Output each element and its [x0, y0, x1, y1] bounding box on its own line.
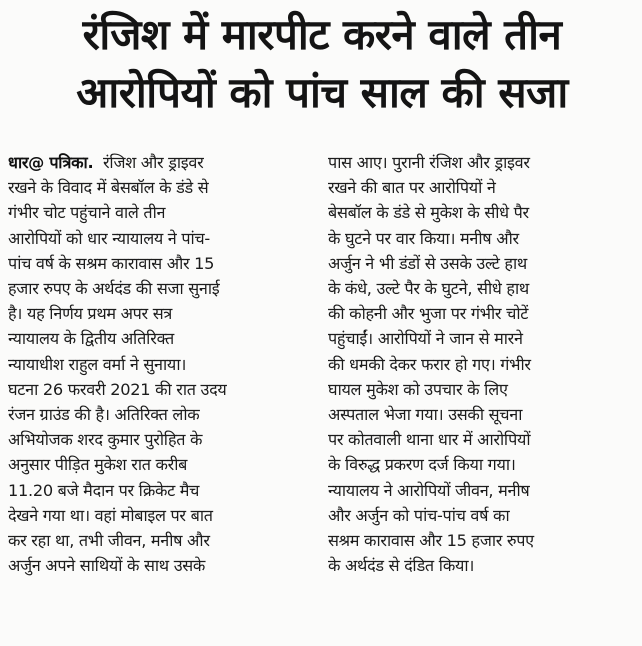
article-line: है। यह निर्णय प्रथम अपर सत्र — [8, 304, 173, 324]
article-line: के घुटने पर वार किया। मनीष और — [328, 228, 519, 248]
article-line: आरोपियों को धार न्यायालय ने पांच- — [8, 228, 210, 248]
article-line: रखने के विवाद में बेसबॉल के डंडे से — [8, 178, 209, 198]
article-line: अस्पताल भेजा गया। उसकी सूचना — [328, 405, 523, 425]
article-line — [8, 150, 314, 175]
article-line-text: रंजिश और ड्राइवर — [103, 153, 204, 172]
dateline: धार@ पत्रिका. — [8, 153, 94, 172]
article-line: 11.20 बजे मैदान पर क्रिकेट मैच — [8, 480, 200, 500]
article-line: घटना 26 फरवरी 2021 की रात उदय — [8, 379, 227, 399]
article-line: सश्रम कारावास और 15 हजार रुपए — [328, 531, 534, 551]
article-line: घायल मुकेश को उपचार के लिए — [328, 379, 508, 399]
article-column-2 — [328, 150, 634, 640]
article-line: की कोहनी और भुजा पर गंभीर चोटें — [328, 304, 529, 324]
article-line: रंजन ग्राउंड की है। अतिरिक्त लोक — [8, 405, 200, 425]
article-line: देखने गया था। वहां मोबाइल पर बात — [8, 505, 213, 525]
article-line: पांच वर्ष के सश्रम कारावास और 15 — [8, 253, 215, 273]
article-body — [8, 150, 634, 640]
article-line: अर्जुन अपने साथियों के साथ उसके — [8, 556, 206, 576]
article-line: पर कोतवाली थाना धार में आरोपियों — [328, 430, 531, 450]
headline-line-2: आरोपियों को पांच साल की सजा — [76, 68, 568, 117]
article-line: अर्जुन ने भी डंडों से उसके उल्टे हाथ — [328, 253, 527, 273]
article-line: न्यायालय ने आरोपियों जीवन, मनीष — [328, 480, 530, 500]
article-line: बेसबॉल के डंडे से मुकेश के सीधे पैर — [328, 203, 529, 223]
article-line: पास आए। पुरानी रंजिश और ड्राइवर — [328, 153, 530, 172]
article-line: अभियोजक शरद कुमार पुरोहित के — [8, 430, 203, 450]
article-line: के विरुद्ध प्रकरण दर्ज किया गया। — [328, 455, 516, 475]
article-line: के कंधे, उल्टे पैर के घुटने, सीधे हाथ — [328, 279, 529, 299]
article-line: कर रहा था, तभी जीवन, मनीष और — [8, 531, 210, 551]
article-line: की धमकी देकर फरार हो गए। गंभीर — [328, 354, 531, 374]
article-line: पहुंचाईं। आरोपियों ने जान से मारने — [328, 329, 523, 349]
headline-line-1: रंजिश में मारपीट करने वाले तीन — [82, 10, 562, 59]
article-line: न्यायालय के द्वितीय अतिरिक्त — [8, 329, 174, 349]
article-line: गंभीर चोट पहुंचाने वाले तीन — [8, 203, 166, 223]
article-line: और अर्जुन को पांच-पांच वर्ष का — [328, 505, 510, 525]
article-line: रखने की बात पर आरोपियों ने — [328, 178, 496, 198]
article-line: हजार रुपए के अर्थदंड की सजा सुनाई — [8, 279, 220, 299]
article-column-1 — [8, 150, 314, 640]
article-line: अनुसार पीड़ित मुकेश रात करीब — [8, 455, 188, 475]
article-line: न्यायाधीश राहुल वर्मा ने सुनाया। — [8, 354, 187, 374]
article-line: के अर्थदंड से दंडित किया। — [328, 556, 475, 576]
headline — [0, 0, 642, 122]
